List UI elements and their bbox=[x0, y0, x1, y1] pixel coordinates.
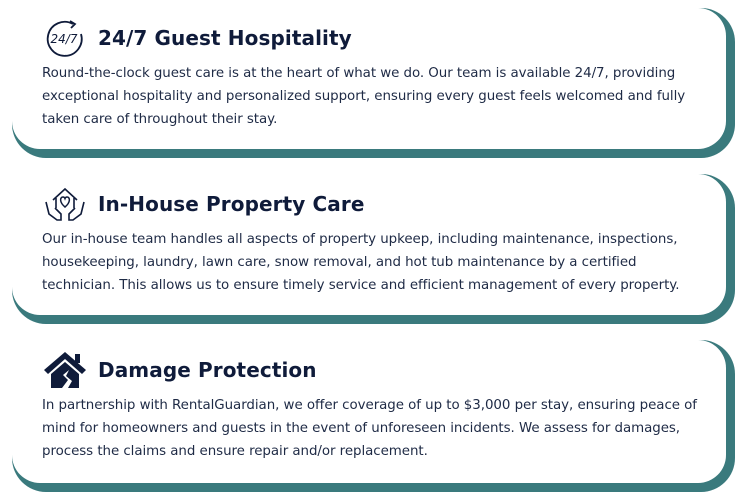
card-inner bbox=[12, 8, 726, 149]
card-inner bbox=[12, 174, 726, 315]
damaged-house-icon bbox=[42, 350, 88, 390]
card-header bbox=[42, 184, 706, 224]
card-description: Round-the-clock guest care is at the heart of what we do. Our team is available 24/7, providing exceptional hospitality and personalized support, ensuring every guest feels welcomed and fully taken care of throughout their stay. bbox=[42, 66, 686, 127]
card-header bbox=[42, 350, 706, 390]
clock-24-7-icon bbox=[42, 18, 88, 58]
card-damage-protection bbox=[12, 340, 735, 492]
icon-text-24-7: 24/7 bbox=[50, 32, 78, 46]
card-description: Our in-house team handles all aspects of property upkeep, including maintenance, inspections, housekeeping, laundry, lawn care, snow removal, and hot tub maintenance by a certified technician. This allows us to ensure timely service and efficient management of every property. bbox=[42, 232, 680, 293]
house-care-hands-icon bbox=[42, 184, 88, 224]
card-title: In-House Property Care bbox=[98, 192, 365, 216]
card-title: 24/7 Guest Hospitality bbox=[98, 26, 352, 50]
card-description: In partnership with RentalGuardian, we offer coverage of up to $3,000 per stay, ensuring peace of mind for homeowners and guests in the event of unforeseen incidents. We assess for damages, process the claims and ensure repair and/or replacement. bbox=[42, 398, 697, 459]
card-guest-hospitality bbox=[12, 8, 735, 158]
card-inner bbox=[12, 340, 726, 483]
card-header bbox=[42, 18, 706, 58]
card-property-care bbox=[12, 174, 735, 324]
card-title: Damage Protection bbox=[98, 358, 317, 382]
